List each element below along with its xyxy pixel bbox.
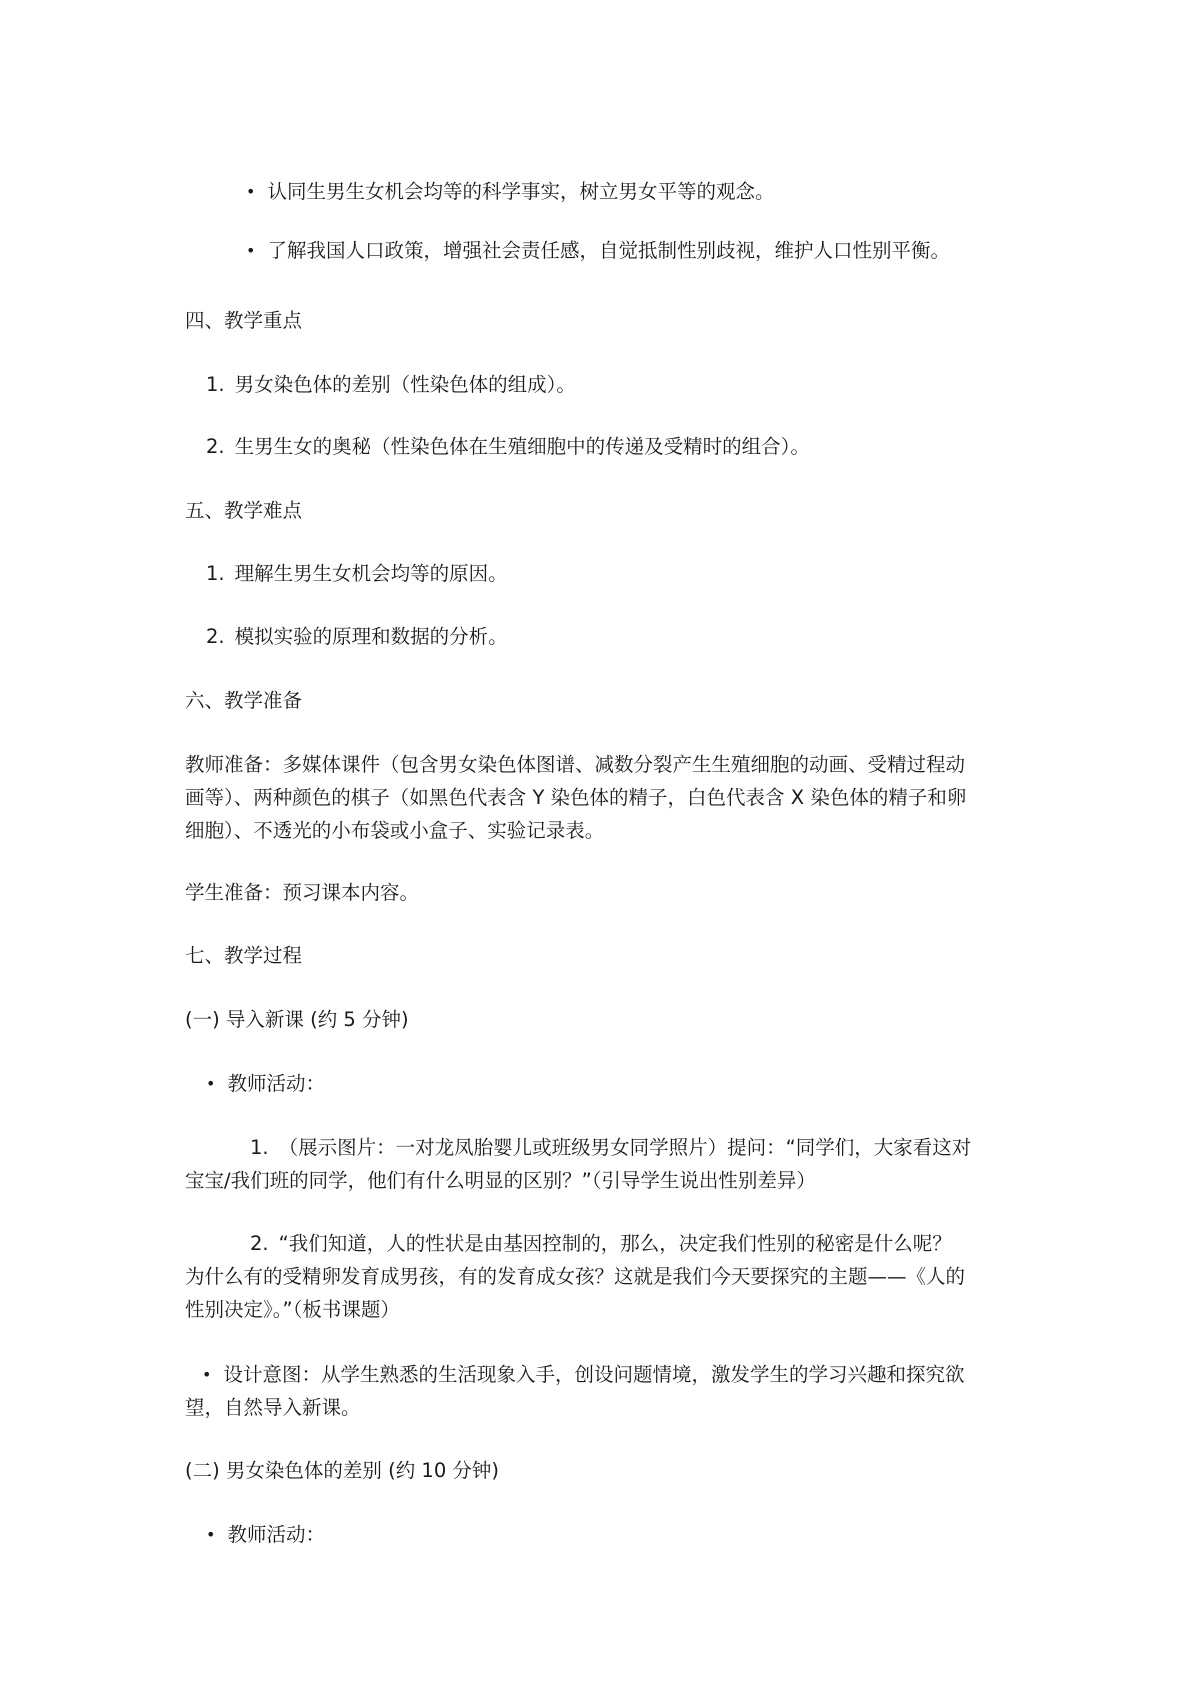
activity-item-2-cont: 为什么有的受精卵发育成男孩，有的发育成女孩？这就是我们今天要探究的主题——《人的 xyxy=(185,1265,966,1288)
teacher-prep-line: 教师准备：多媒体课件（包含男女染色体图谱、减数分裂产生生殖细胞的动画、受精过程动 xyxy=(185,753,966,776)
bullet-icon: • xyxy=(206,1074,216,1093)
difficulty-item: 1. 理解生男生女机会均等的原因。 xyxy=(206,562,508,585)
bullet-icon: • xyxy=(246,241,256,260)
teacher-activity-label: • 教师活动： xyxy=(206,1518,325,1552)
design-intent: • 设计意图：从学生熟悉的生活现象入手，创设问题情境，激发学生的学习兴趣和探究欲 xyxy=(202,1358,964,1392)
activity-item-1-cont: 宝宝/我们班的同学，他们有什么明显的区别？”（引导学生说出性别差异） xyxy=(185,1169,816,1192)
key-point-item: 1. 男女染色体的差别（性染色体的组成）。 xyxy=(206,373,576,396)
activity-item-2: 2. “我们知道，人的性状是由基因控制的，那么，决定我们性别的秘密是什么呢？ xyxy=(250,1232,952,1255)
teacher-prep-line: 细胞）、不透光的小布袋或小盒子、实验记录表。 xyxy=(185,819,605,842)
heading-preparation: 六、教学准备 xyxy=(185,689,303,712)
heading-process: 七、教学过程 xyxy=(185,944,303,967)
goal-bullet-2: • 了解我国人口政策，增强社会责任感，自觉抵制性别歧视，维护人口性别平衡。 xyxy=(246,234,950,268)
design-intent-cont: 望，自然导入新课。 xyxy=(185,1396,361,1419)
student-prep: 学生准备：预习课本内容。 xyxy=(185,881,420,904)
bullet-icon: • xyxy=(202,1365,212,1384)
difficulty-item: 2. 模拟实验的原理和数据的分析。 xyxy=(206,625,508,648)
goal-bullet-1: • 认同生男生女机会均等的科学事实，树立男女平等的观念。 xyxy=(246,175,774,209)
heading-key-points: 四、教学重点 xyxy=(185,309,303,332)
activity-item-2-cont: 性别决定》。”（板书课题） xyxy=(185,1298,400,1321)
teacher-activity-label: • 教师活动： xyxy=(206,1067,325,1101)
subsection-title: (一) 导入新课 (约 5 分钟) xyxy=(185,1008,409,1031)
activity-item-1: 1. （展示图片：一对龙凤胎婴儿或班级男女同学照片）提问：“同学们，大家看这对 xyxy=(250,1136,972,1159)
bullet-icon: • xyxy=(246,182,256,201)
key-point-item: 2. 生男生女的奥秘（性染色体在生殖细胞中的传递及受精时的组合）。 xyxy=(206,435,810,458)
heading-difficulties: 五、教学难点 xyxy=(185,499,303,522)
teacher-prep-line: 画等）、两种颜色的棋子（如黑色代表含 Y 染色体的精子，白色代表含 X 染色体的精子和卵 xyxy=(185,786,967,809)
bullet-icon: • xyxy=(206,1525,216,1544)
subsection-title: (二) 男女染色体的差别 (约 10 分钟) xyxy=(185,1459,500,1482)
